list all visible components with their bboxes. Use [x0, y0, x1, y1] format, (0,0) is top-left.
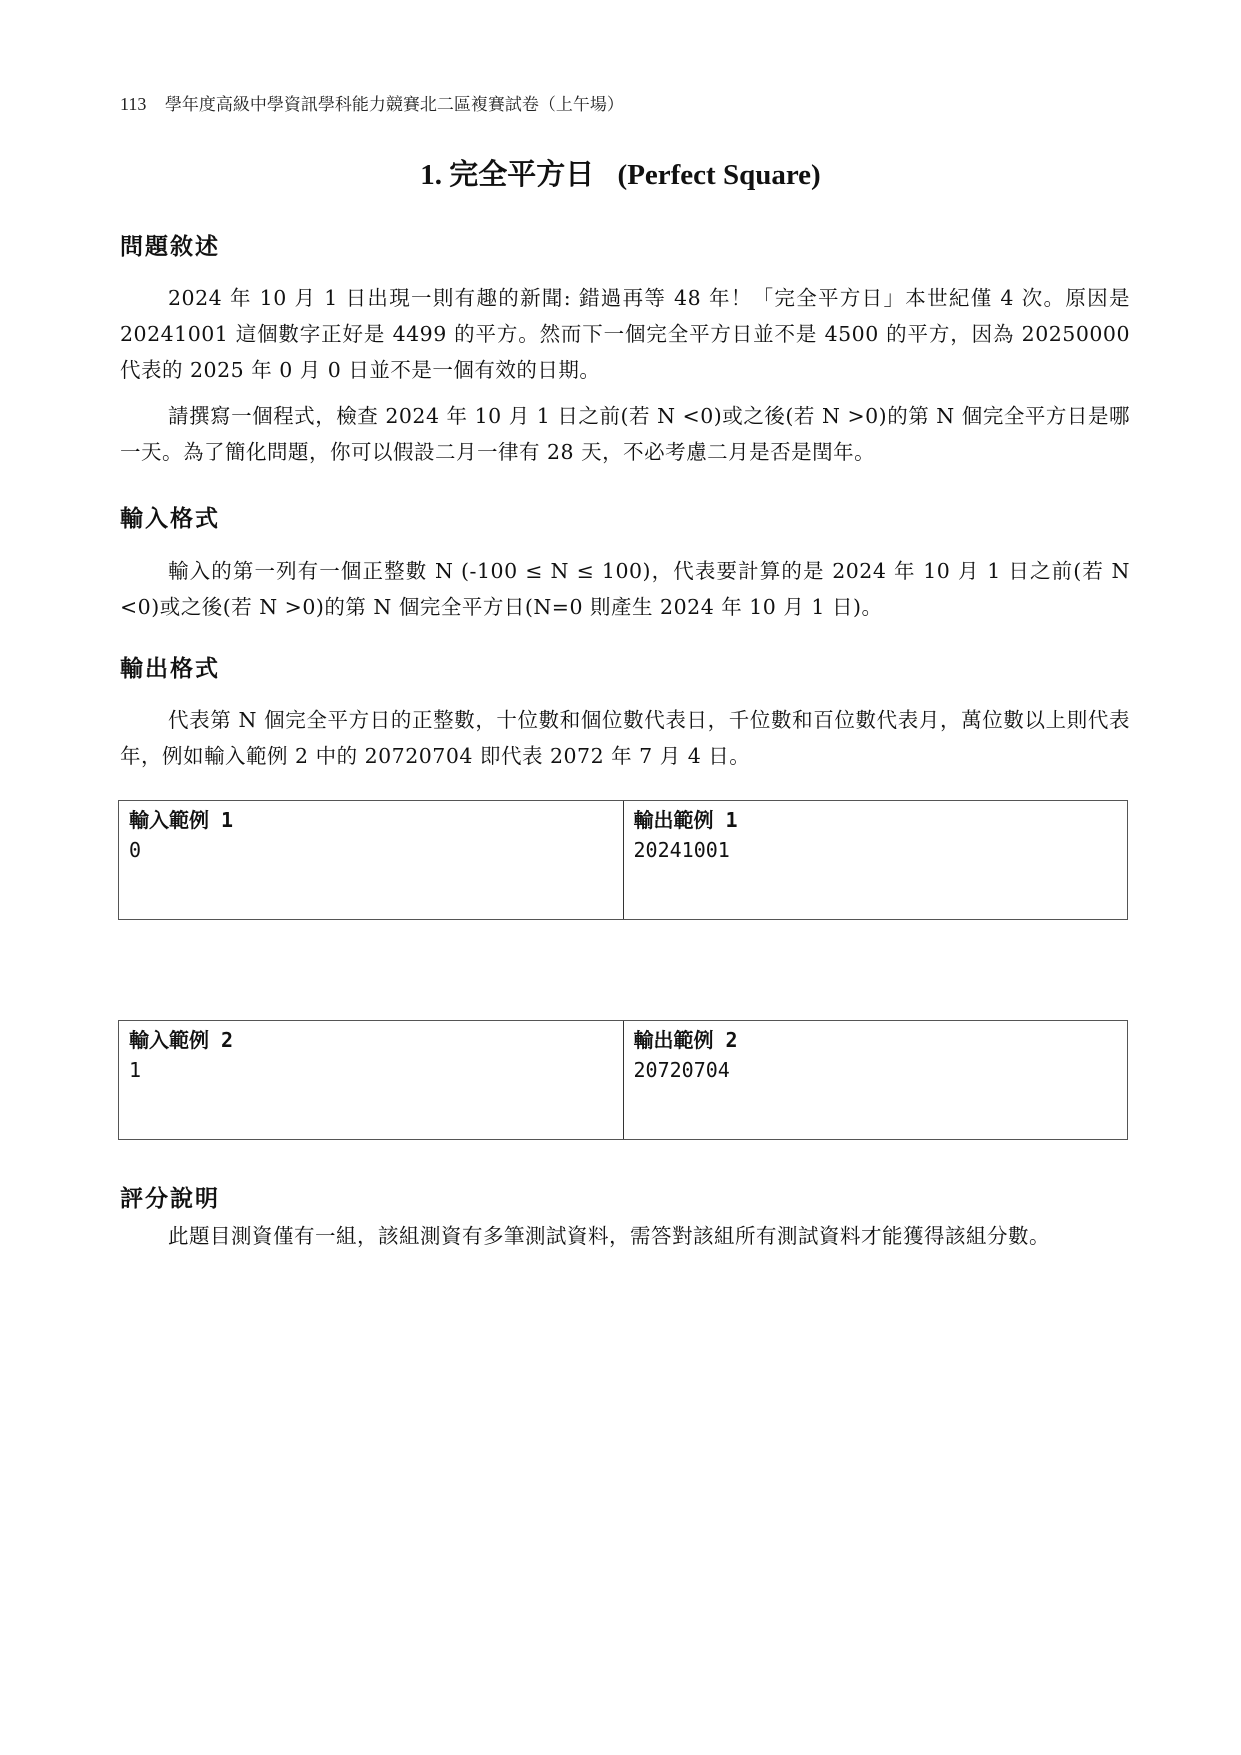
sample-table-2: [118, 1020, 1128, 1140]
output-format-body: [120, 702, 1130, 774]
output-format-heading: 輸出格式: [120, 655, 220, 682]
input-format-paragraph: 輸入的第一列有一個正整數 N (-100 ≤ N ≤ 100)，代表要計算的是 2024 年 10 月 1 日之前(若 N <0)或之後(若 N >0)的第 N 個完全平方日(N=0 則產生 2024 年 10 月 1 日)。: [120, 559, 1130, 619]
problem-title-zh: 1. 完全平方日: [420, 159, 595, 191]
problem-title-en: (Perfect Square): [617, 159, 821, 191]
scoring-heading: 評分說明: [120, 1185, 220, 1212]
sample-table-1: [118, 800, 1128, 920]
scoring-body: [120, 1218, 1130, 1254]
output-format-paragraph: 代表第 N 個完全平方日的正整數，十位數和個位數代表日，千位數和百位數代表月，萬位數以上則代表年，例如輸入範例 2 中的 20720704 即代表 2072 年 7 月 4 日。: [120, 708, 1130, 768]
header-title: 學年度高級中學資訊學科能力競賽北二區複賽試卷（上午場）: [164, 95, 624, 115]
description-body-2: [120, 398, 1130, 470]
header-number: 113: [120, 94, 147, 114]
description-paragraph-1: 2024 年 10 月 1 日出現一則有趣的新聞: 錯過再等 48 年！「完全平方日」本世紀僅 4 次。原因是 20241001 這個數字正好是 4499 的平方。然而下一個完全平方日並不是 4500 的平方，因為 20250000 代表的 2025 年 0 月 0 日並不是一個有效的日期。: [120, 286, 1130, 382]
sample-input-value-2: 1: [129, 1058, 142, 1082]
sample-output-value-1: 20241001: [633, 838, 730, 862]
scoring-paragraph: 此題目測資僅有一組，該組測資有多筆測試資料，需答對該組所有測試資料才能獲得該組分數。: [168, 1224, 1050, 1248]
sample-input-value-1: 0: [129, 838, 142, 862]
sample-output-label-2: 輸出範例 2: [633, 1028, 738, 1052]
page-header: [120, 90, 624, 115]
problem-title: [0, 152, 1241, 193]
sample-input-cell-2: [119, 1021, 623, 1139]
input-format-body: [120, 553, 1130, 625]
sample-output-value-2: 20720704: [633, 1058, 730, 1082]
description-heading: 問題敘述: [120, 233, 220, 260]
description-body: [120, 280, 1130, 388]
sample-output-cell-1: [623, 801, 1128, 919]
sample-input-label-2: 輸入範例 2: [129, 1028, 234, 1052]
input-format-heading: 輸入格式: [120, 505, 220, 532]
description-paragraph-2: 請撰寫一個程式，檢查 2024 年 10 月 1 日之前(若 N <0)或之後(若 N >0)的第 N 個完全平方日是哪一天。為了簡化問題，你可以假設二月一律有 28 天，不必考慮二月是否是閏年。: [120, 404, 1130, 464]
sample-input-label-1: 輸入範例 1: [129, 808, 234, 832]
sample-output-label-1: 輸出範例 1: [633, 808, 738, 832]
sample-output-cell-2: [623, 1021, 1128, 1139]
sample-input-cell-1: [119, 801, 623, 919]
